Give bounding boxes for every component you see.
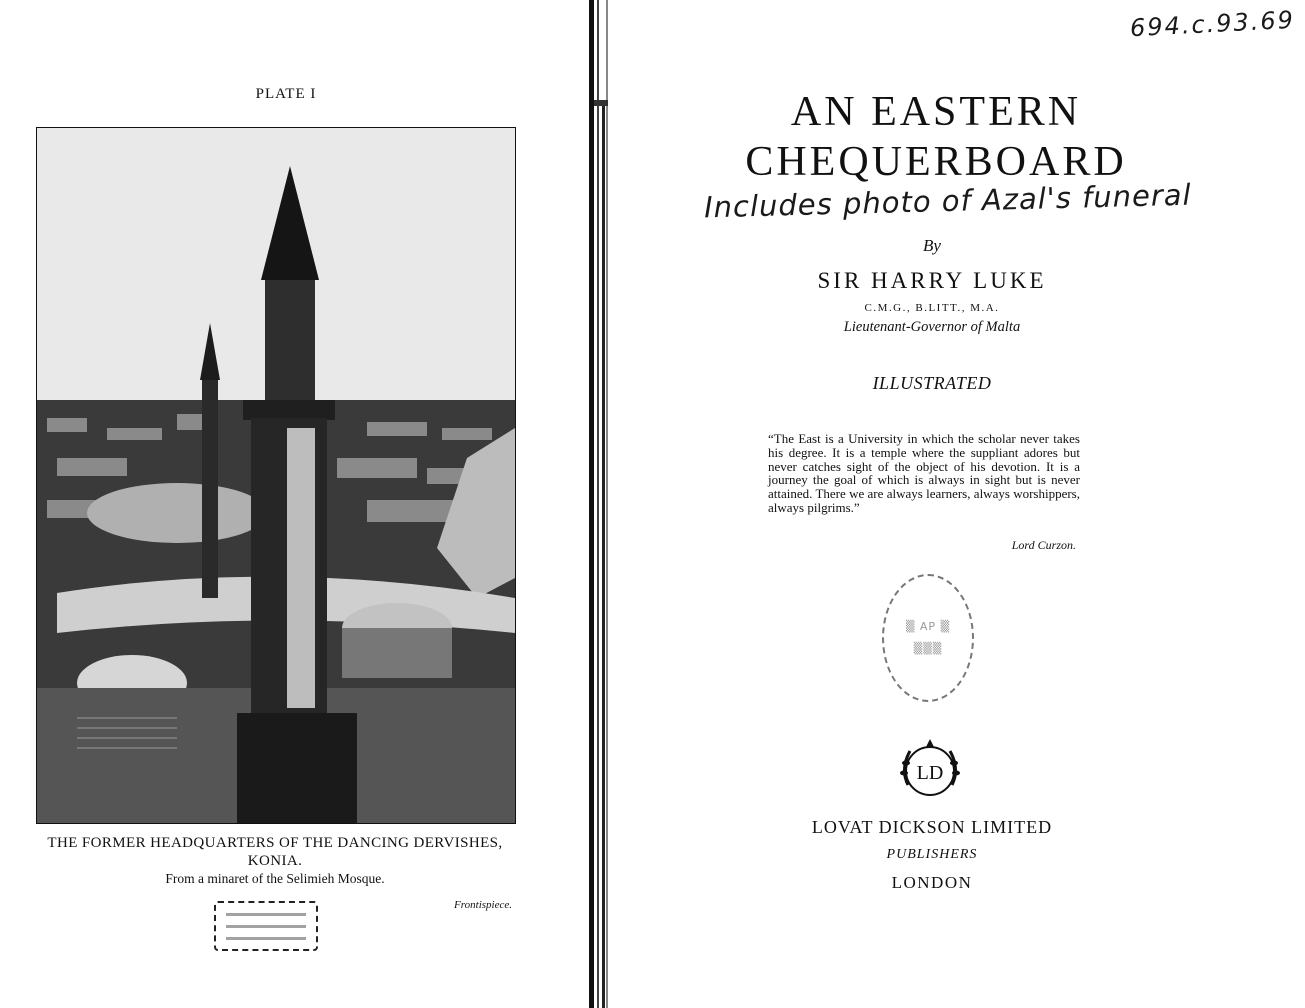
library-date-stamp: ▒ AP ▒ ▒▒▒ — [882, 574, 974, 702]
book-title-line-1: AN EASTERN — [790, 89, 1082, 135]
epigraph-attribution: Lord Curzon. — [1011, 538, 1076, 552]
illustrated-label: ILLUSTRATED — [872, 373, 992, 393]
right-page — [612, 0, 1305, 1008]
frontispiece-label: Frontispiece. — [454, 899, 512, 911]
plate-photograph — [36, 127, 516, 824]
book-gutter — [585, 0, 612, 1008]
author-role: Lieutenant-Governor of Malta — [843, 319, 1021, 335]
handwritten-note: Includes photo of Azal's funeral — [703, 177, 1193, 225]
plate-label: PLATE I — [255, 86, 317, 102]
logo-letters: LD — [916, 762, 944, 784]
publication-city: LONDON — [891, 873, 973, 892]
minaret-photo-illustration — [37, 128, 515, 823]
left-page — [0, 0, 585, 1008]
author-credentials: C.M.G., B.LITT., M.A. — [864, 302, 1000, 314]
shelfmark-annotation: 694.c.93.69 — [1129, 5, 1296, 43]
by-word: By — [923, 236, 941, 255]
book-title-line-2: CHEQUERBOARD — [745, 139, 1127, 185]
plate-caption: THE FORMER HEADQUARTERS OF THE DANCING DERVISHES, KONIA. — [47, 835, 503, 869]
publishers-label: PUBLISHERS — [886, 847, 978, 862]
publisher-name: LOVAT DICKSON LIMITED — [811, 817, 1053, 837]
publisher-logo-icon — [894, 733, 966, 805]
library-stamp — [214, 901, 318, 951]
plate-subcaption: From a minaret of the Selimieh Mosque. — [165, 871, 385, 886]
epigraph-quote: “The East is a University in which the scholar never takes his degree. It is a temple where the suppliant adores but never catches sight of the object of his devotion. It is a journey the goal of which is always in sight but is never attained. There we are always learners, always worshippers, always pilgrims.” — [768, 431, 1080, 515]
author-name: SIR HARRY LUKE — [817, 268, 1047, 293]
